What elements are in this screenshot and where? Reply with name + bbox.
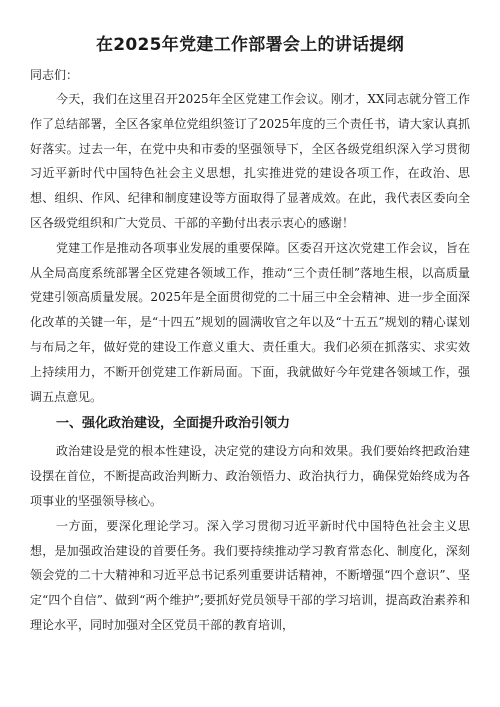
intro-paragraph-2: 党建工作是推动各项事业发展的重要保障。区委召开这次党建工作会议，旨在从全局高度系统部署全区党建各领域工作，推动“三个责任制”落地生根，以高质量党建引领高质量发展。2025年是全面贯彻党的二十届三中全会精神、进一步全面深化改革的关键一年，是“十四五”规划的圆满收官之年以及“十五五”规划的精心谋划与布局之年，做好党的建设工作意义重大、责任重大。我们必须在抓落实、求实效上持续用力，不断开创党建工作新局面。下面，我就做好今年党建各领域工作，强调五点意见。 [30, 240, 470, 404]
greeting: 同志们： [30, 68, 79, 82]
intro-paragraph-1: 今天，我们在这里召开2025年全区党建工作会议。刚才，XX同志就分管工作作了总结部署，全区各家单位党组织签订了2025年度的三个责任书，请大家认真抓好落实。过去一年，在党中央和市委的坚强领导下，全区各级党组织深入学习贯彻习近平新时代中国特色社会主义思想，扎实推进党的建设各项工作，在政治、思想、组织、作风、纪律和制度建设等方面取得了显著成效。在此，我代表区委向全区各级党组织和广大党员、干部的辛勤付出表示衷心的感谢！ [30, 92, 470, 230]
section1-paragraph-1: 政治建设是党的根本性建设，决定党的建设方向和效果。我们要始终把政治建设摆在首位，不断提高政治判断力、政治领悟力、政治执行力，确保党始终成为各项事业的坚强领导核心。 [30, 444, 470, 508]
document-title: 在2025年党建工作部署会上的讲话提纲 [95, 35, 404, 55]
section-heading-1: 一、强化政治建设，全面提升政治引领力 [56, 416, 291, 432]
section1-paragraph-2: 一方面，要深化理论学习。深入学习贯彻习近平新时代中国特色社会主义思想，是加强政治建设的首要任务。我们要持续推动学习教育常态化、制度化，深刻领会党的二十大精神和习近平总书记系列重要讲话精神，不断增强“四个意识”、坚定“四个自信”、做到“两个维护”;要抓好党员领导干部的学习培训，提高政治素养和理论水平，同时加强对全区党员干部的教育培训， [30, 518, 470, 632]
